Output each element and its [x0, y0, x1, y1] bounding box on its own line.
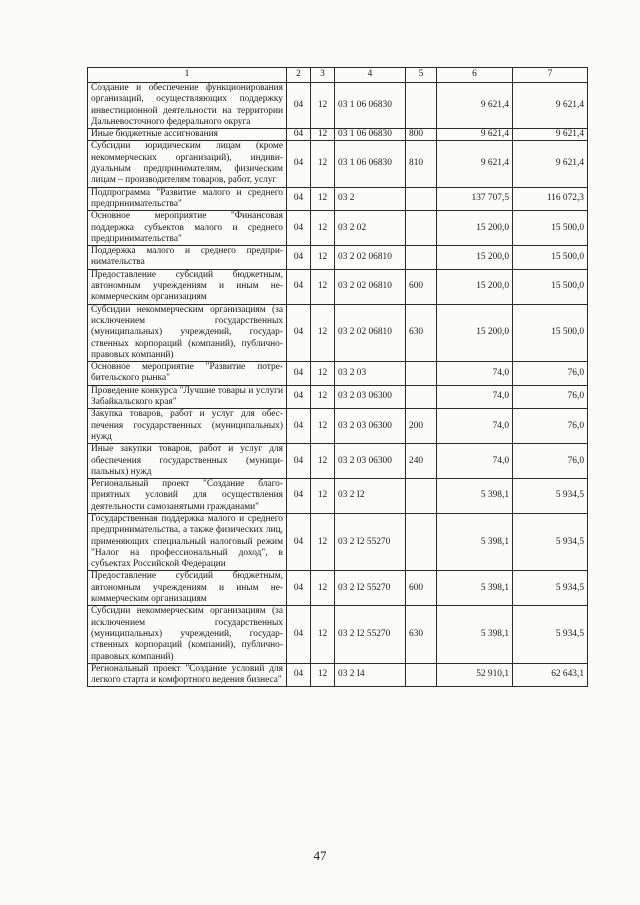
cell-expense-type: 800: [406, 129, 437, 141]
cell-section: 04: [287, 571, 311, 606]
cell-section: 04: [287, 83, 311, 129]
cell-name: Региональный проект "Создание благоприятных условий для осуществления деятельности самозанятыми гражданами": [88, 479, 287, 514]
cell-section: 04: [287, 211, 311, 246]
cell-amount-year1: 5 398,1: [437, 479, 513, 514]
cell-amount-year2: 62 643,1: [513, 663, 588, 687]
table-row: [88, 362, 588, 386]
cell-amount-year2: 76,0: [513, 444, 588, 479]
cell-section: 04: [287, 362, 311, 386]
header-cell-expense-type: 5: [406, 68, 437, 83]
cell-name: Создание и обеспечение функционирования организаций, осуществляющих поддержку инвестиционной деятельности на территории Дальневосточного федерального округа: [88, 83, 287, 129]
cell-target-code: 03 2 03 06300: [335, 385, 406, 409]
table-row: [88, 304, 588, 361]
header-cell-subsection: 3: [311, 68, 335, 83]
cell-amount-year2: 9 621,4: [513, 83, 588, 129]
cell-amount-year1: 15 200,0: [437, 211, 513, 246]
cell-amount-year1: 74,0: [437, 409, 513, 444]
cell-target-code: 03 2 I2 55270: [335, 606, 406, 663]
cell-section: 04: [287, 663, 311, 687]
table-row: [88, 606, 588, 663]
cell-target-code: 03 1 06 06830: [335, 141, 406, 187]
cell-expense-type: [406, 385, 437, 409]
cell-amount-year2: 116 072,3: [513, 187, 588, 211]
cell-section: 04: [287, 269, 311, 304]
cell-name: Основное мероприятие "Финансовая поддержка субъектов малого и среднего предпринимательства": [88, 211, 287, 246]
cell-expense-type: [406, 246, 437, 270]
cell-target-code: 03 2 02 06810: [335, 304, 406, 361]
cell-amount-year1: 9 621,4: [437, 129, 513, 141]
cell-subsection: 12: [311, 211, 335, 246]
cell-name: Субсидии некоммерческим организациям (за исключением государственных (муниципальных) учреждений, государственных корпораций (компаний), публично-правовых компаний): [88, 606, 287, 663]
cell-expense-type: 600: [406, 571, 437, 606]
budget-table: [87, 67, 588, 687]
cell-section: 04: [287, 187, 311, 211]
cell-amount-year2: 5 934,5: [513, 606, 588, 663]
cell-amount-year1: 15 200,0: [437, 269, 513, 304]
table-row: [88, 129, 588, 141]
cell-amount-year1: 52 910,1: [437, 663, 513, 687]
cell-subsection: 12: [311, 663, 335, 687]
cell-subsection: 12: [311, 304, 335, 361]
cell-target-code: 03 2 02 06810: [335, 269, 406, 304]
cell-expense-type: [406, 513, 437, 570]
table-row: [88, 479, 588, 514]
page-number: 47: [313, 848, 327, 863]
cell-name: Иные бюджетные ассигнования: [88, 129, 287, 141]
cell-expense-type: 600: [406, 269, 437, 304]
cell-target-code: 03 1 06 06830: [335, 83, 406, 129]
cell-name: Закупка товаров, работ и услуг для обеспечения государственных (муниципальных) нужд: [88, 409, 287, 444]
cell-target-code: 03 2 I4: [335, 663, 406, 687]
table-row: [88, 409, 588, 444]
cell-section: 04: [287, 479, 311, 514]
table-row: [88, 385, 588, 409]
cell-expense-type: [406, 362, 437, 386]
cell-subsection: 12: [311, 571, 335, 606]
cell-subsection: 12: [311, 141, 335, 187]
cell-expense-type: 240: [406, 444, 437, 479]
cell-amount-year2: 5 934,5: [513, 571, 588, 606]
cell-amount-year1: 74,0: [437, 362, 513, 386]
cell-subsection: 12: [311, 385, 335, 409]
table-row: [88, 571, 588, 606]
cell-expense-type: [406, 663, 437, 687]
cell-amount-year2: 5 934,5: [513, 479, 588, 514]
cell-amount-year2: 15 500,0: [513, 304, 588, 361]
table-row: [88, 269, 588, 304]
header-cell-year1: 6: [437, 68, 513, 83]
cell-name: Предоставление субсидий бюджетным, автономным учреждениям и иным некоммерческим организациям: [88, 571, 287, 606]
cell-amount-year1: 137 707,5: [437, 187, 513, 211]
cell-amount-year1: 74,0: [437, 385, 513, 409]
cell-expense-type: [406, 83, 437, 129]
table-row: [88, 663, 588, 687]
cell-subsection: 12: [311, 83, 335, 129]
cell-target-code: 03 2 I2: [335, 479, 406, 514]
cell-target-code: 03 2 I2 55270: [335, 571, 406, 606]
cell-expense-type: 200: [406, 409, 437, 444]
cell-subsection: 12: [311, 187, 335, 211]
cell-name: Поддержка малого и среднего предпринимательства: [88, 246, 287, 270]
table-row: [88, 83, 588, 129]
cell-name: Предоставление субсидий бюджетным, автономным учреждениям и иным некоммерческим организациям: [88, 269, 287, 304]
cell-expense-type: [406, 211, 437, 246]
cell-section: 04: [287, 304, 311, 361]
cell-subsection: 12: [311, 362, 335, 386]
cell-subsection: 12: [311, 129, 335, 141]
cell-section: 04: [287, 246, 311, 270]
cell-section: 04: [287, 129, 311, 141]
cell-subsection: 12: [311, 269, 335, 304]
cell-amount-year2: 76,0: [513, 385, 588, 409]
cell-target-code: 03 2: [335, 187, 406, 211]
cell-name: Субсидии юридическим лицам (кроме некоммерческих организаций), индивидуальным предпринимателям, физическим лицам – производителям товаров, работ, услуг: [88, 141, 287, 187]
cell-amount-year2: 9 621,4: [513, 141, 588, 187]
cell-section: 04: [287, 385, 311, 409]
cell-amount-year2: 15 500,0: [513, 211, 588, 246]
cell-amount-year2: 15 500,0: [513, 246, 588, 270]
cell-amount-year1: 15 200,0: [437, 304, 513, 361]
cell-name: Субсидии некоммерческим организациям (за исключением государственных (муниципальных) учреждений, государственных корпораций (компаний), публично-правовых компаний): [88, 304, 287, 361]
cell-amount-year2: 5 934,5: [513, 513, 588, 570]
cell-target-code: 03 2 02: [335, 211, 406, 246]
header-cell-target-code: 4: [335, 68, 406, 83]
cell-section: 04: [287, 141, 311, 187]
cell-amount-year1: 5 398,1: [437, 606, 513, 663]
cell-target-code: 03 2 03 06300: [335, 444, 406, 479]
cell-name: Региональный проект "Создание условий для легкого старта и комфортного ведения бизнеса": [88, 663, 287, 687]
cell-amount-year1: 5 398,1: [437, 571, 513, 606]
cell-amount-year2: 15 500,0: [513, 269, 588, 304]
table-header-row: [88, 68, 588, 83]
cell-subsection: 12: [311, 246, 335, 270]
cell-amount-year2: 9 621,4: [513, 129, 588, 141]
cell-name: Иные закупки товаров, работ и услуг для обеспечения государственных (муниципальных) нужд: [88, 444, 287, 479]
cell-expense-type: 810: [406, 141, 437, 187]
cell-target-code: 03 1 06 06830: [335, 129, 406, 141]
cell-amount-year2: 76,0: [513, 362, 588, 386]
cell-expense-type: 630: [406, 606, 437, 663]
cell-expense-type: [406, 479, 437, 514]
cell-section: 04: [287, 444, 311, 479]
cell-amount-year2: 76,0: [513, 409, 588, 444]
cell-target-code: 03 2 I2 55270: [335, 513, 406, 570]
cell-amount-year1: 5 398,1: [437, 513, 513, 570]
cell-subsection: 12: [311, 444, 335, 479]
cell-amount-year1: 15 200,0: [437, 246, 513, 270]
cell-name: Проведение конкурса "Лучшие товары и услуги Забайкальского края": [88, 385, 287, 409]
cell-target-code: 03 2 03 06300: [335, 409, 406, 444]
cell-name: Государственная поддержка малого и среднего предпринимательства, а также физических лиц, применяющих специальный налоговый режим "Налог на профессиональный доход", в субъектах Российской Федерации: [88, 513, 287, 570]
cell-name: Подпрограмма "Развитие малого и среднего предпринимательства": [88, 187, 287, 211]
cell-subsection: 12: [311, 513, 335, 570]
table-row: [88, 141, 588, 187]
table-row: [88, 211, 588, 246]
table-row: [88, 444, 588, 479]
cell-name: Основное мероприятие "Развитие потребительского рынка": [88, 362, 287, 386]
header-cell-year2: 7: [513, 68, 588, 83]
cell-amount-year1: 9 621,4: [437, 83, 513, 129]
cell-subsection: 12: [311, 409, 335, 444]
cell-expense-type: 630: [406, 304, 437, 361]
cell-section: 04: [287, 409, 311, 444]
cell-expense-type: [406, 187, 437, 211]
table-row: [88, 187, 588, 211]
header-cell-section: 2: [287, 68, 311, 83]
cell-target-code: 03 2 03: [335, 362, 406, 386]
table-row: [88, 246, 588, 270]
cell-amount-year1: 74,0: [437, 444, 513, 479]
cell-subsection: 12: [311, 479, 335, 514]
header-cell-name: 1: [88, 68, 287, 83]
cell-section: 04: [287, 513, 311, 570]
cell-amount-year1: 9 621,4: [437, 141, 513, 187]
table-row: [88, 513, 588, 570]
cell-subsection: 12: [311, 606, 335, 663]
cell-section: 04: [287, 606, 311, 663]
cell-target-code: 03 2 02 06810: [335, 246, 406, 270]
